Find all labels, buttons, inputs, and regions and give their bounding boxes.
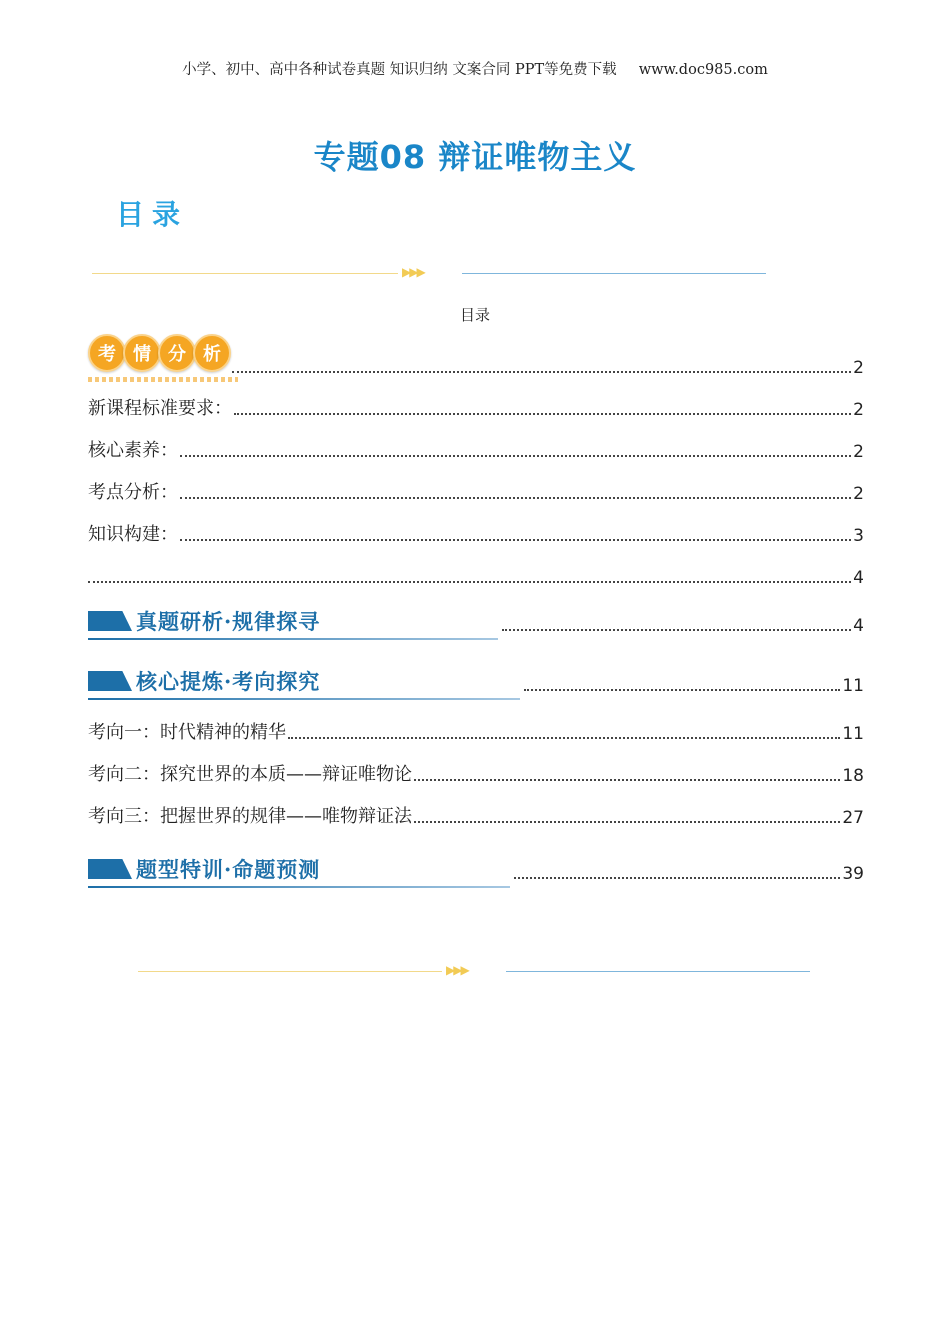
- toc-entry[interactable]: [88, 478, 864, 504]
- analysis-badge: [88, 334, 228, 372]
- toc-page-number: 11: [842, 676, 864, 696]
- banner-flag-icon: [88, 611, 132, 631]
- divider-right-line: [506, 971, 810, 972]
- toc-entry[interactable]: [88, 562, 864, 588]
- divider-left-line: [138, 971, 442, 972]
- toc-entry-exam-analysis[interactable]: [88, 610, 864, 636]
- toc-entry-core-refinement[interactable]: [88, 670, 864, 696]
- toc-page-number: 2: [853, 442, 864, 462]
- divider-arrows-icon: ▶▶▶: [446, 963, 468, 977]
- toc-label: 考向一：时代精神的精华: [88, 722, 286, 743]
- divider-left-line: [92, 273, 398, 274]
- banner-title: 题型特训·命题预测: [136, 857, 321, 882]
- toc-leader-dots: [414, 820, 840, 823]
- banner-title: 核心提炼·考向探究: [136, 669, 321, 694]
- toc-leader-dots: [88, 580, 851, 583]
- toc-leader-dots: [234, 412, 851, 415]
- toc-entry[interactable]: [88, 802, 864, 828]
- document-title: 专题08 辩证唯物主义: [313, 138, 637, 176]
- toc-page-number: 27: [842, 808, 864, 828]
- toc-page-number: 18: [842, 766, 864, 786]
- toc-leader-dots: [414, 778, 840, 781]
- toc-page-number: 3: [853, 526, 864, 546]
- toc-leader-dots: [524, 688, 840, 691]
- toc-label: 考向三：把握世界的规律——唯物辩证法: [88, 806, 412, 827]
- bottom-divider: [138, 963, 810, 978]
- toc-leader-dots: [180, 538, 851, 541]
- toc-caption: 目录: [459, 306, 490, 324]
- toc-page-number: 4: [853, 616, 864, 636]
- section-banner: [88, 854, 510, 884]
- toc-page-number: 2: [853, 400, 864, 420]
- section-banner: [88, 666, 520, 696]
- toc-label: 核心素养：: [88, 440, 178, 461]
- banner-flag-icon: [88, 859, 132, 879]
- toc-page-number: 2: [853, 484, 864, 504]
- toc-entry-analysis[interactable]: [88, 344, 864, 378]
- header-text: 小学、初中、高中各种试卷真题 知识归纳 文案合同 PPT等免费下载: [182, 62, 617, 78]
- toc-label: 考点分析：: [88, 482, 178, 503]
- badge-underline: [88, 377, 238, 382]
- toc-leader-dots: [232, 370, 851, 373]
- banner-title: 真题研析·规律探寻: [136, 609, 321, 634]
- contents-heading: 目录: [116, 198, 189, 231]
- header-url[interactable]: www.doc985.com: [638, 62, 768, 78]
- toc-leader-dots: [514, 876, 840, 879]
- divider-arrows-icon: ▶▶▶: [402, 265, 424, 279]
- toc-entry[interactable]: [88, 394, 864, 420]
- banner-underline: [88, 886, 510, 888]
- toc-label: 考向二：探究世界的本质——辩证唯物论: [88, 764, 412, 785]
- toc-entry[interactable]: [88, 760, 864, 786]
- banner-underline: [88, 698, 520, 700]
- toc-page-number: 2: [853, 358, 864, 378]
- banner-underline: [88, 638, 498, 640]
- badge-char: 情: [123, 334, 161, 372]
- section-banner: [88, 606, 498, 636]
- toc-page-number: 11: [842, 724, 864, 744]
- toc-page-number: 39: [842, 864, 864, 884]
- toc-leader-dots: [502, 628, 851, 631]
- toc-leader-dots: [180, 496, 851, 499]
- toc-page-number: 4: [853, 568, 864, 588]
- toc-entry-question-training[interactable]: [88, 858, 864, 884]
- toc-label: 新课程标准要求：: [88, 398, 232, 419]
- toc-label: 知识构建：: [88, 524, 178, 545]
- toc-entry[interactable]: [88, 436, 864, 462]
- page-header: [0, 58, 950, 79]
- divider-right-line: [462, 273, 766, 274]
- toc-entry[interactable]: [88, 718, 864, 744]
- badge-char: 析: [193, 334, 231, 372]
- top-divider: [92, 265, 766, 280]
- toc-entry[interactable]: [88, 520, 864, 546]
- toc-leader-dots: [180, 454, 851, 457]
- badge-char: 分: [158, 334, 196, 372]
- toc-leader-dots: [288, 736, 840, 739]
- banner-flag-icon: [88, 671, 132, 691]
- badge-char: 考: [88, 334, 126, 372]
